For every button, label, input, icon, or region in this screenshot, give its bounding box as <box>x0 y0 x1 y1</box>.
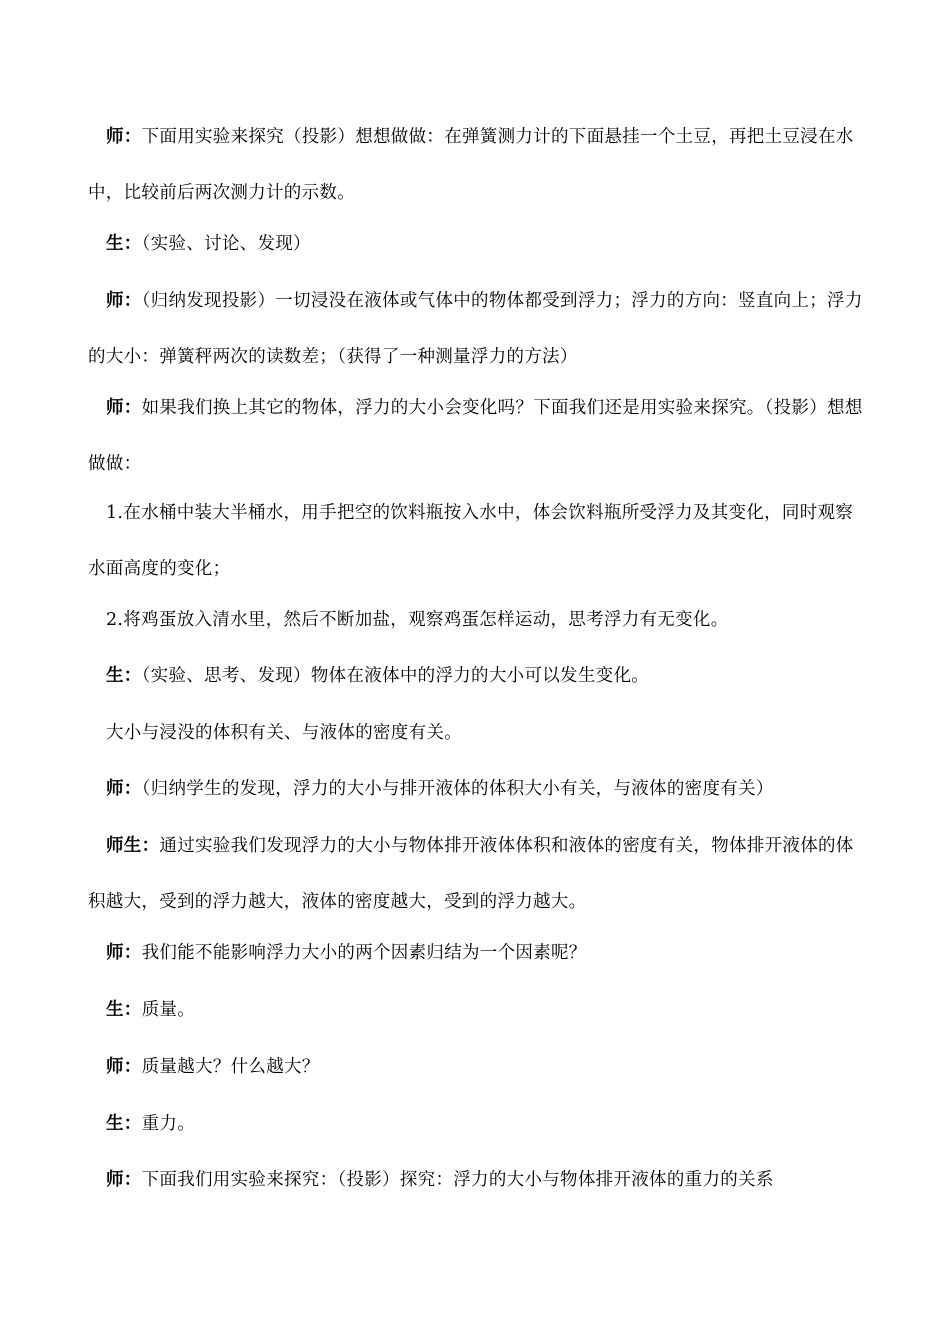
speaker-label: 师： <box>106 127 142 147</box>
paragraph-14 <box>88 1096 864 1152</box>
paragraph-text: （归纳学生的发现，浮力的大小与排开液体的体积大小有关，与液体的密度有关） <box>141 779 774 799</box>
paragraph-text: 大小与浸没的体积有关、与液体的密度有关。 <box>106 723 462 743</box>
speaker-label: 师： <box>106 1170 142 1190</box>
paragraph-text: 2.将鸡蛋放入清水里，然后不断加盐，观察鸡蛋怎样运动，思考浮力有无变化。 <box>106 610 729 630</box>
paragraph-12 <box>88 982 864 1038</box>
paragraph-3 <box>88 273 864 385</box>
speaker-label: 生： <box>106 1114 142 1134</box>
speaker-label: 师： <box>106 779 142 799</box>
speaker-label: 生： <box>106 1000 142 1020</box>
paragraph-11 <box>88 925 864 981</box>
paragraph-text: 我们能不能影响浮力大小的两个因素归结为一个因素呢？ <box>141 943 587 963</box>
paragraph-15 <box>88 1152 864 1208</box>
speaker-label: 生： <box>106 666 142 686</box>
paragraph-text: 1.在水桶中装大半桶水，用手把空的饮料瓶按入水中，体会饮料瓶所受浮力及其变化，同时观察水面高度的变化； <box>88 503 854 579</box>
paragraph-8 <box>88 705 864 761</box>
speaker-label: 师： <box>106 291 142 311</box>
paragraph-text: 下面我们用实验来探究：（投影）探究：浮力的大小与物体排开液体的重力的关系 <box>141 1170 774 1190</box>
paragraph-1 <box>88 109 864 221</box>
paragraph-text: 重力。 <box>141 1114 196 1134</box>
paragraph-13 <box>88 1039 864 1095</box>
speaker-label: 生： <box>106 234 142 254</box>
paragraph-2 <box>88 216 864 272</box>
paragraph-6 <box>88 592 864 648</box>
paragraph-10 <box>88 818 864 930</box>
speaker-label: 师生： <box>106 836 160 856</box>
paragraph-9 <box>88 761 864 817</box>
paragraph-text: 质量越大？什么越大？ <box>141 1057 320 1077</box>
paragraph-text: 质量。 <box>141 1000 196 1020</box>
speaker-label: 师： <box>106 398 142 418</box>
paragraph-5 <box>88 485 864 597</box>
paragraph-7 <box>88 648 864 704</box>
speaker-label: 师： <box>106 943 142 963</box>
speaker-label: 师： <box>106 1057 142 1077</box>
paragraph-text: 下面用实验来探究（投影）想想做做：在弹簧测力计的下面悬挂一个土豆，再把土豆浸在水中，比较前后两次测力计的示数。 <box>88 127 854 203</box>
paragraph-text: 如果我们换上其它的物体，浮力的大小会变化吗？下面我们还是用实验来探究。（投影）想想做做： <box>88 398 863 474</box>
paragraph-text: （归纳发现投影）一切浸没在液体或气体中的物体都受到浮力；浮力的方向：竖直向上；浮力的大小：弹簧秤两次的读数差；（获得了一种测量浮力的方法） <box>88 291 863 367</box>
paragraph-text: （实验、思考、发现）物体在液体中的浮力的大小可以发生变化。 <box>141 666 650 686</box>
paragraph-text: （实验、讨论、发现） <box>141 234 311 254</box>
paragraph-text: 通过实验我们发现浮力的大小与物体排开液体体积和液体的密度有关，物体排开液体的体积越大，受到的浮力越大，液体的密度越大，受到的浮力越大。 <box>88 836 854 912</box>
paragraph-4 <box>88 380 864 492</box>
